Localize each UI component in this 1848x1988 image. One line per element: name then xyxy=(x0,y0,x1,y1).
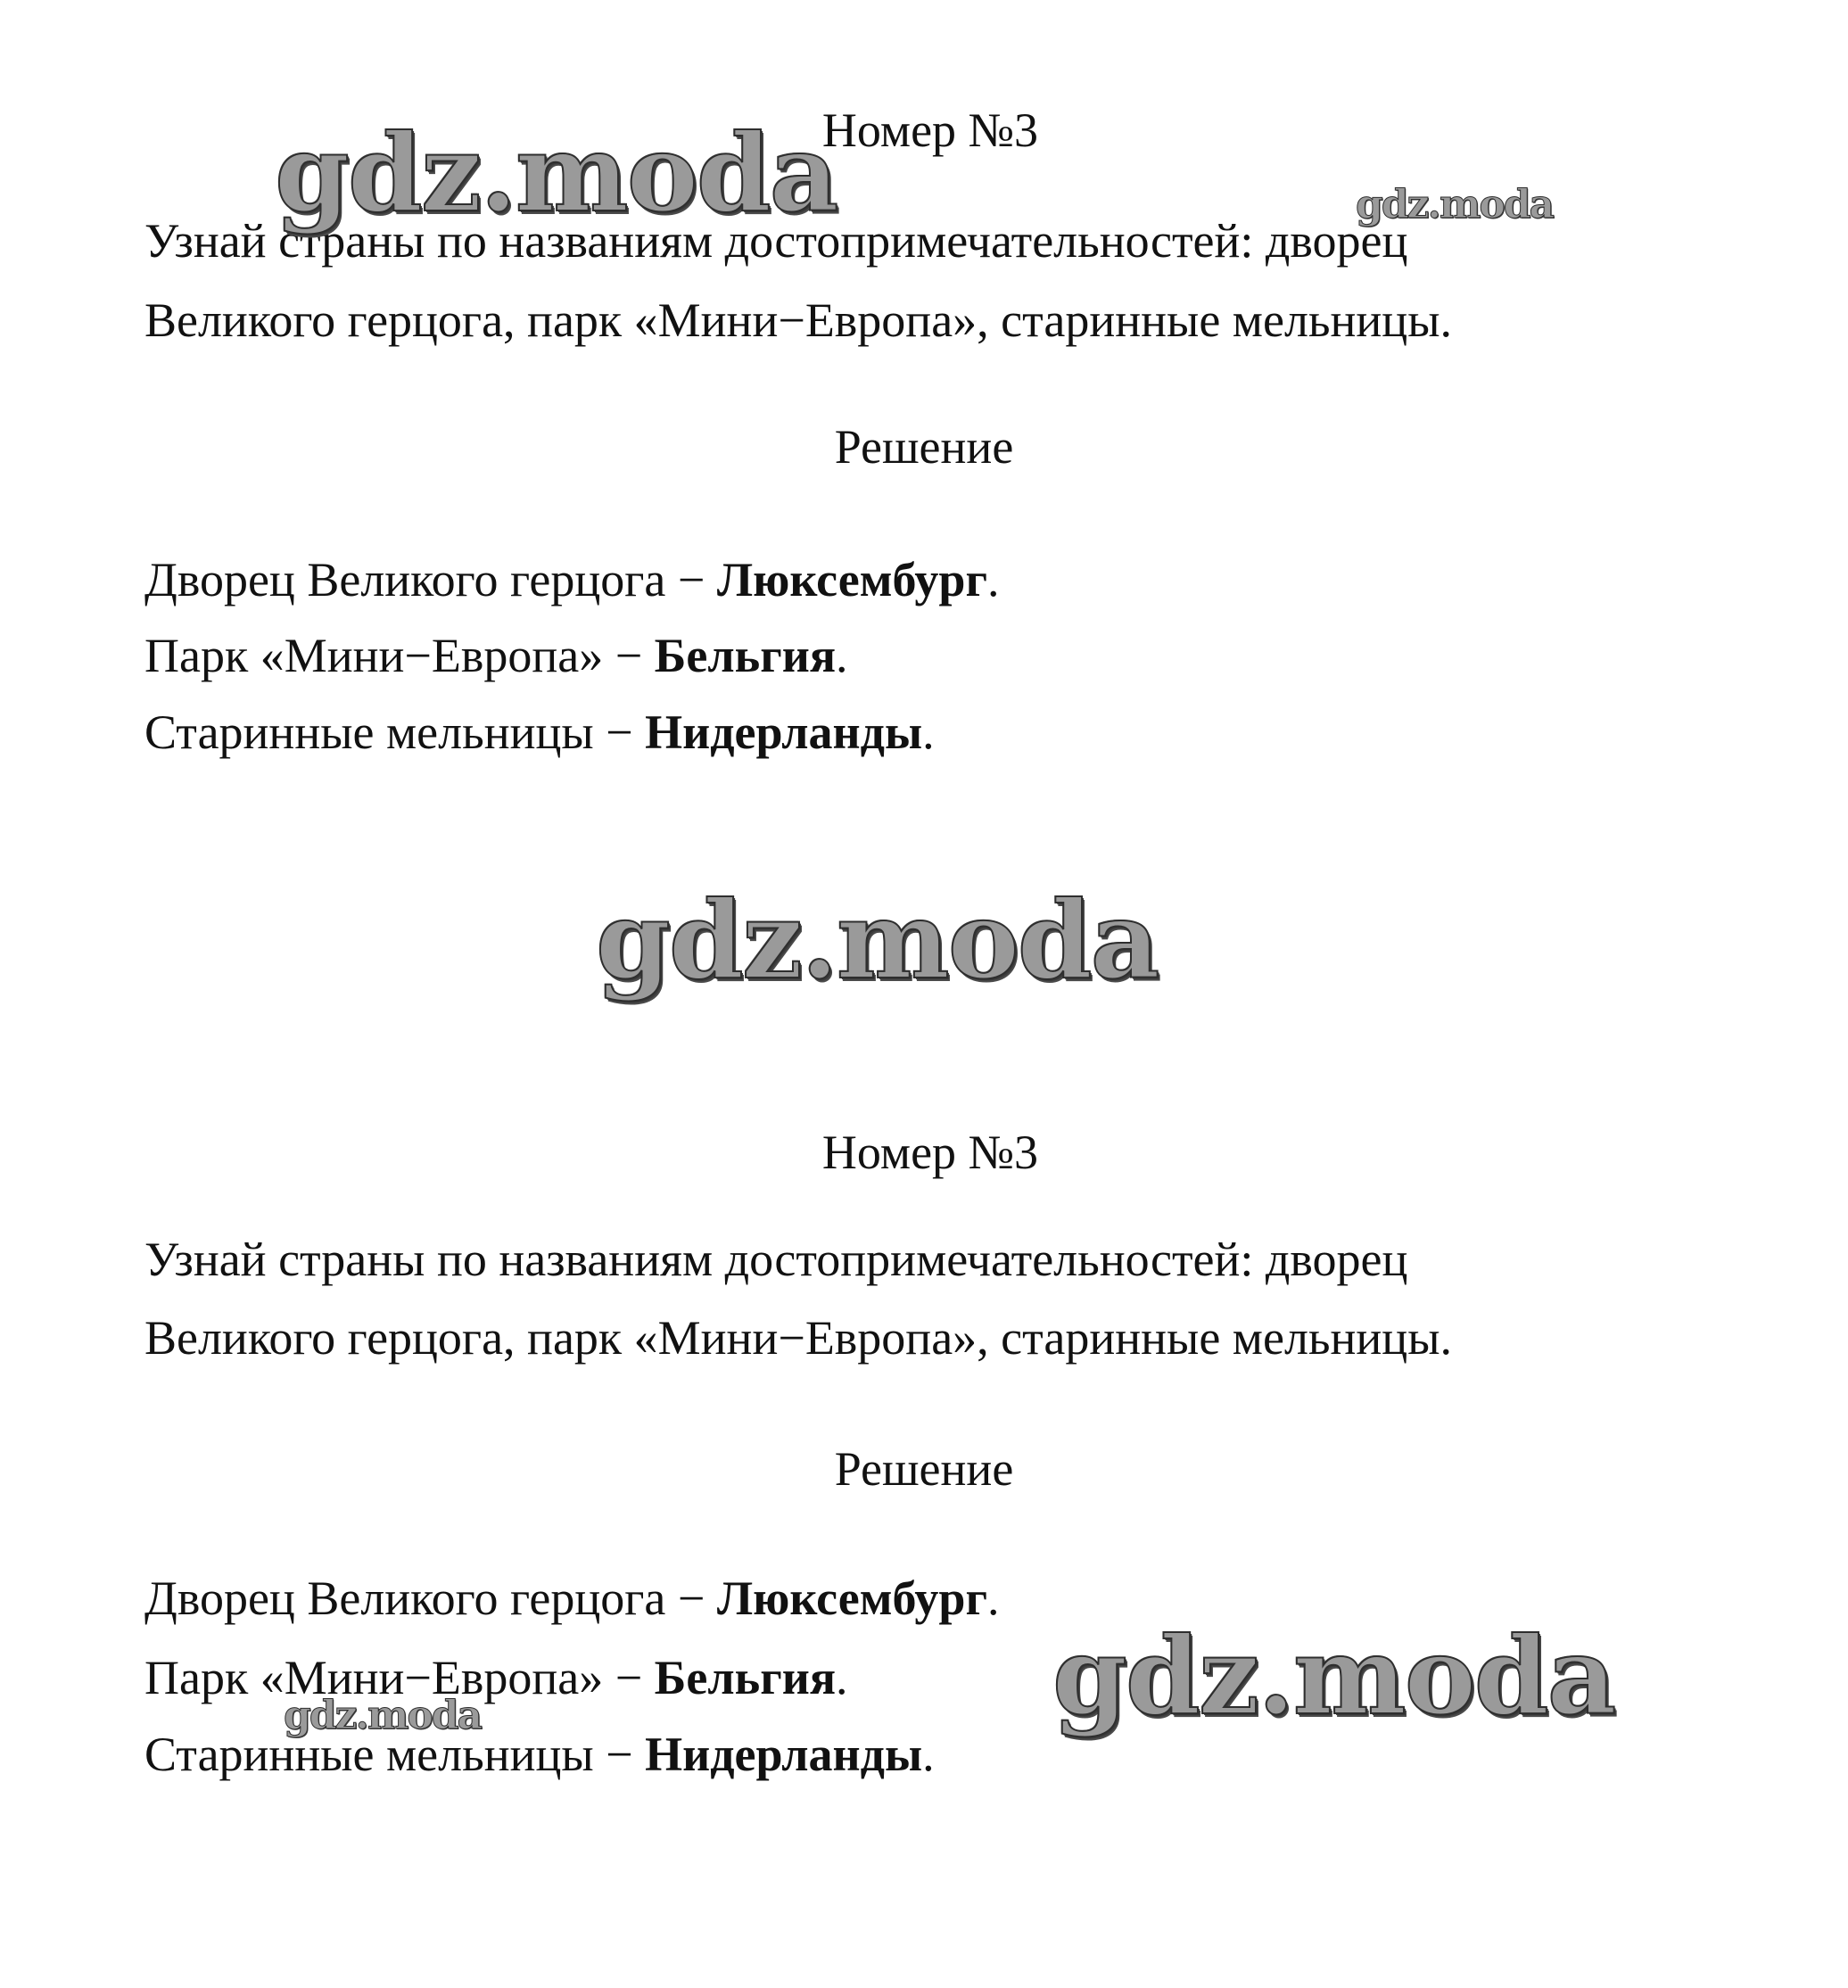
answer-country: Люксембург xyxy=(716,1571,987,1625)
task-text-1-line-2: Великого герцога, парк «Мини−Европа», старинные мельницы. xyxy=(144,293,1452,347)
watermark-logo: gdz.moda xyxy=(275,111,837,236)
answer-2-1: Дворец Великого герцога − Люксембург. xyxy=(144,1571,1000,1625)
task-text-2-line-2: Великого герцога, парк «Мини−Европа», старинные мельницы. xyxy=(144,1311,1452,1365)
watermark-logo: gdz.moda xyxy=(284,1693,482,1738)
answer-2-2: Парк «Мини−Европа» − Бельгия. xyxy=(144,1651,848,1704)
solution-heading-2: Решение xyxy=(834,1442,1014,1496)
watermark-logo: gdz.moda xyxy=(1356,182,1554,227)
task-heading-2: Номер №3 xyxy=(821,1126,1039,1179)
answer-2-3: Старинные мельницы − Нидерланды. xyxy=(144,1728,935,1781)
watermark-logo: gdz.moda xyxy=(596,878,1159,1003)
answer-country: Бельгия xyxy=(654,629,837,682)
answer-country: Люксембург xyxy=(716,553,987,606)
answer-country: Бельгия xyxy=(654,1651,837,1704)
solution-heading-1: Решение xyxy=(834,420,1014,474)
answer-1-1: Дворец Великого герцога − Люксембург. xyxy=(144,553,1000,606)
task-text-1-line-1: Узнай страны по названиям достопримечательностей: дворец xyxy=(144,214,1408,268)
answer-1-2: Парк «Мини−Европа» − Бельгия. xyxy=(144,629,848,682)
task-heading-1: Номер №3 xyxy=(821,103,1039,157)
answer-1-3: Старинные мельницы − Нидерланды. xyxy=(144,705,935,759)
watermark-logo: gdz.moda xyxy=(1052,1613,1615,1739)
task-text-2-line-1: Узнай страны по названиям достопримечательностей: дворец xyxy=(144,1233,1408,1286)
answer-country: Нидерланды xyxy=(645,705,923,759)
answer-country: Нидерланды xyxy=(645,1728,923,1781)
